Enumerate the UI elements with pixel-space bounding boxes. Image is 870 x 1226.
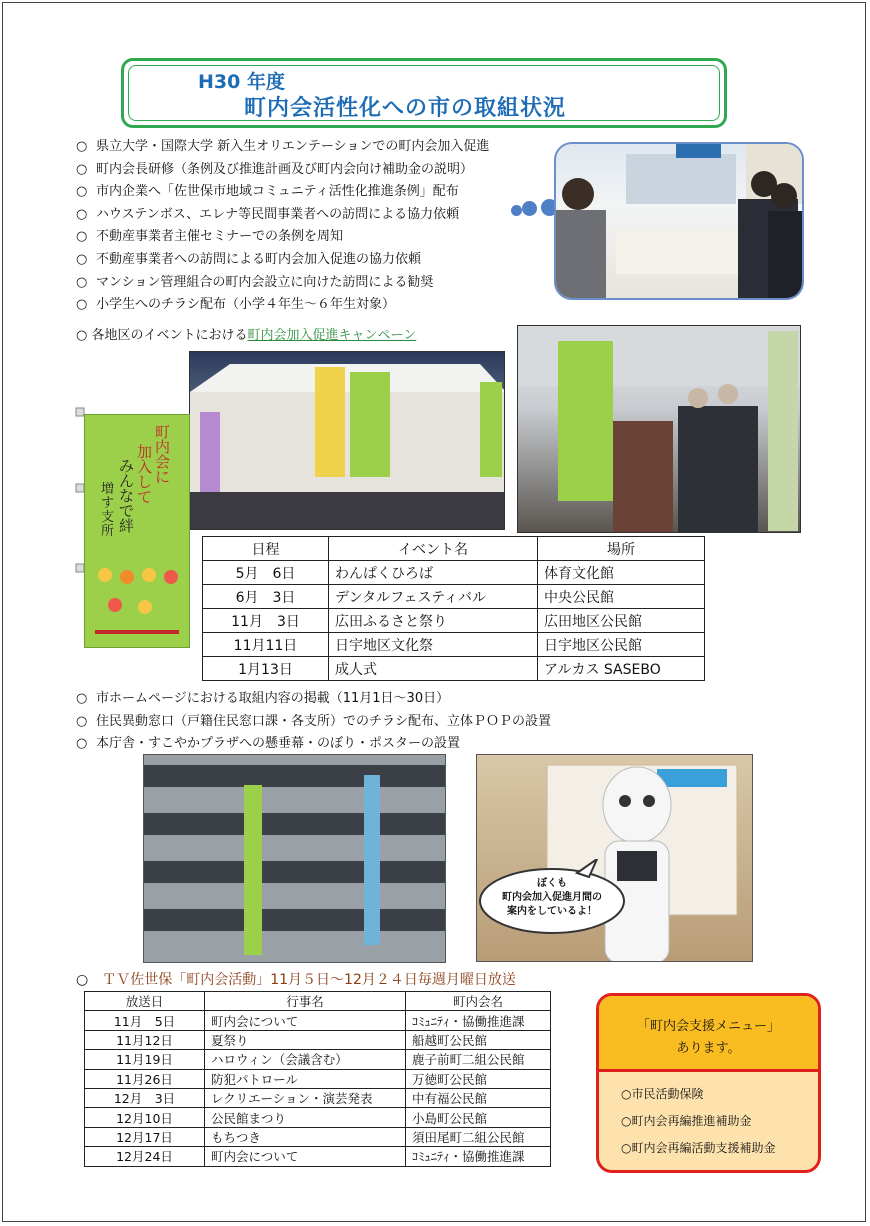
table-row [85, 1127, 551, 1146]
table-row [203, 657, 705, 681]
office-meeting-photo [554, 142, 804, 300]
event-date: 6月 3日 [203, 585, 329, 609]
banner-text-1: 町内会に [155, 423, 171, 486]
activity-name: もちつき [205, 1127, 406, 1146]
tv-heading: ○ ＴＶ佐世保「町内会活動」11月５日～12月２４日毎週月曜日放送 [76, 972, 516, 988]
table-row [203, 633, 705, 657]
broadcast-date: 11月26日 [85, 1069, 205, 1088]
tv-schedule-table [84, 991, 551, 1167]
broadcast-date: 12月17日 [85, 1127, 205, 1146]
event-hall-photo [517, 325, 801, 533]
list-item: ○ 不動産事業者への訪問による町内会加入促進の協力依頼 [76, 251, 422, 267]
association-name: 小島町公民館 [406, 1108, 551, 1127]
page-title: 町内会活性化への市の取組状況 [244, 96, 567, 121]
banner-text-4: 増す支所 [101, 482, 115, 539]
header-date: 日程 [203, 537, 329, 561]
city-hall-banner-photo [143, 754, 446, 963]
event-place: アルカス SASEBO [538, 657, 705, 681]
banner-text-3: みんなで絆 [119, 457, 135, 535]
event-date: 5月 6日 [203, 561, 329, 585]
recruitment-banner [72, 404, 192, 646]
list-item: ○ ハウステンボス、エレナ等民間事業者への訪問による協力依頼 [76, 206, 460, 222]
association-name: 須田尾町二組公民館 [406, 1127, 551, 1146]
event-name: 広田ふるさと祭り [329, 609, 538, 633]
activity-name: レクリエーション・演芸発表 [205, 1088, 406, 1107]
event-name: わんぱくひろば [329, 561, 538, 585]
broadcast-date: 11月 5日 [85, 1011, 205, 1030]
publicity-list [76, 688, 551, 756]
initiatives-list [76, 136, 556, 317]
pepper-robot-photo [476, 754, 753, 962]
event-tent-photo [189, 351, 505, 530]
list-item: ○ 不動産事業者主催セミナーでの条例を周知 [76, 229, 344, 245]
title-year: H30 年度 [198, 71, 285, 93]
activity-name: ハロウィン（会議含む） [205, 1050, 406, 1069]
broadcast-date: 11月19日 [85, 1050, 205, 1069]
event-place: 中央公民館 [538, 585, 705, 609]
header-place: 場所 [538, 537, 705, 561]
association-name: ｺﾐｭﾆﾃｨ・協働推進課 [406, 1147, 551, 1166]
activity-name: 公民館まつり [205, 1108, 406, 1127]
event-date: 11月 3日 [203, 609, 329, 633]
association-name: 鹿子前町二組公民館 [406, 1050, 551, 1069]
table-row [85, 1050, 551, 1069]
association-name: 船越町公民館 [406, 1030, 551, 1049]
support-item: ○町内会再編推進補助金 [621, 1114, 752, 1128]
event-place: 日宇地区公民館 [538, 633, 705, 657]
support-menu-header: 「町内会支援メニュー」 あります。 [599, 996, 818, 1072]
banner-illustration [85, 555, 189, 645]
table-row [203, 585, 705, 609]
header-activity: 行事名 [205, 992, 406, 1011]
support-item: ○市民活動保険 [621, 1087, 704, 1101]
activity-name: 町内会について [205, 1147, 406, 1166]
speech-bubble-text: ぼくも 町内会加入促進月間の 案内をしているよ！ [502, 878, 602, 917]
table-row [85, 1011, 551, 1030]
support-menu-box [596, 993, 821, 1173]
association-name: 中有福公民館 [406, 1088, 551, 1107]
broadcast-date: 11月12日 [85, 1030, 205, 1049]
banner-text-2: 加入して [137, 443, 153, 506]
table-row [203, 561, 705, 585]
table-header-row [203, 537, 705, 561]
support-item: ○町内会再編活動支援補助金 [621, 1141, 776, 1155]
activity-name: 夏祭り [205, 1030, 406, 1049]
table-row [85, 1030, 551, 1049]
event-name: デンタルフェスティバル [329, 585, 538, 609]
title-box [121, 58, 727, 128]
event-date: 1月13日 [203, 657, 329, 681]
broadcast-date: 12月24日 [85, 1147, 205, 1166]
header-event: イベント名 [329, 537, 538, 561]
list-item: ○ 住民異動窓口（戸籍住民窓口課・各支所）でのチラシ配布、立体ＰＯＰの設置 [76, 713, 552, 729]
campaign-heading: ○ 各地区のイベントにおける町内会加入促進キャンペーン [76, 328, 417, 343]
banner-body [84, 414, 190, 648]
connector-dot [522, 201, 537, 216]
event-name: 成人式 [329, 657, 538, 681]
broadcast-date: 12月 3日 [85, 1088, 205, 1107]
table-row [85, 1147, 551, 1166]
association-name: 万徳町公民館 [406, 1069, 551, 1088]
activity-name: 町内会について [205, 1011, 406, 1030]
list-item: ○ 町内会長研修（条例及び推進計画及び町内会向け補助金の説明） [76, 161, 474, 177]
list-item: ○ 県立大学・国際大学 新入生オリエンテーションでの町内会加入促進 [76, 139, 490, 154]
table-header-row [85, 992, 551, 1011]
list-item: ○ マンション管理組合の町内会設立に向けた訪問による勧奨 [76, 274, 434, 290]
list-item: ○ 市内企業へ「佐世保市地域コミュニティ活性化推進条例」配布 [76, 184, 459, 200]
list-item: ○ 小学生へのチラシ配布（小学４年生～６年生対象） [76, 297, 396, 313]
event-date: 11月11日 [203, 633, 329, 657]
event-name: 日宇地区文化祭 [329, 633, 538, 657]
header-broadcast-date: 放送日 [85, 992, 205, 1011]
table-row [85, 1108, 551, 1127]
table-row [203, 609, 705, 633]
table-row [85, 1088, 551, 1107]
table-row [85, 1069, 551, 1088]
header-association: 町内会名 [406, 992, 551, 1011]
event-place: 体育文化館 [538, 561, 705, 585]
broadcast-date: 12月10日 [85, 1108, 205, 1127]
association-name: ｺﾐｭﾆﾃｨ・協働推進課 [406, 1011, 551, 1030]
events-table [202, 536, 705, 681]
list-item: ○ 市ホームページにおける取組内容の掲載（11月1日～30日） [76, 691, 450, 706]
event-place: 広田地区公民館 [538, 609, 705, 633]
activity-name: 防犯パトロール [205, 1069, 406, 1088]
list-item: ○ 本庁舎・すこやかプラザへの懸垂幕・のぼり・ポスターの設置 [76, 736, 461, 752]
connector-dot [511, 205, 522, 216]
